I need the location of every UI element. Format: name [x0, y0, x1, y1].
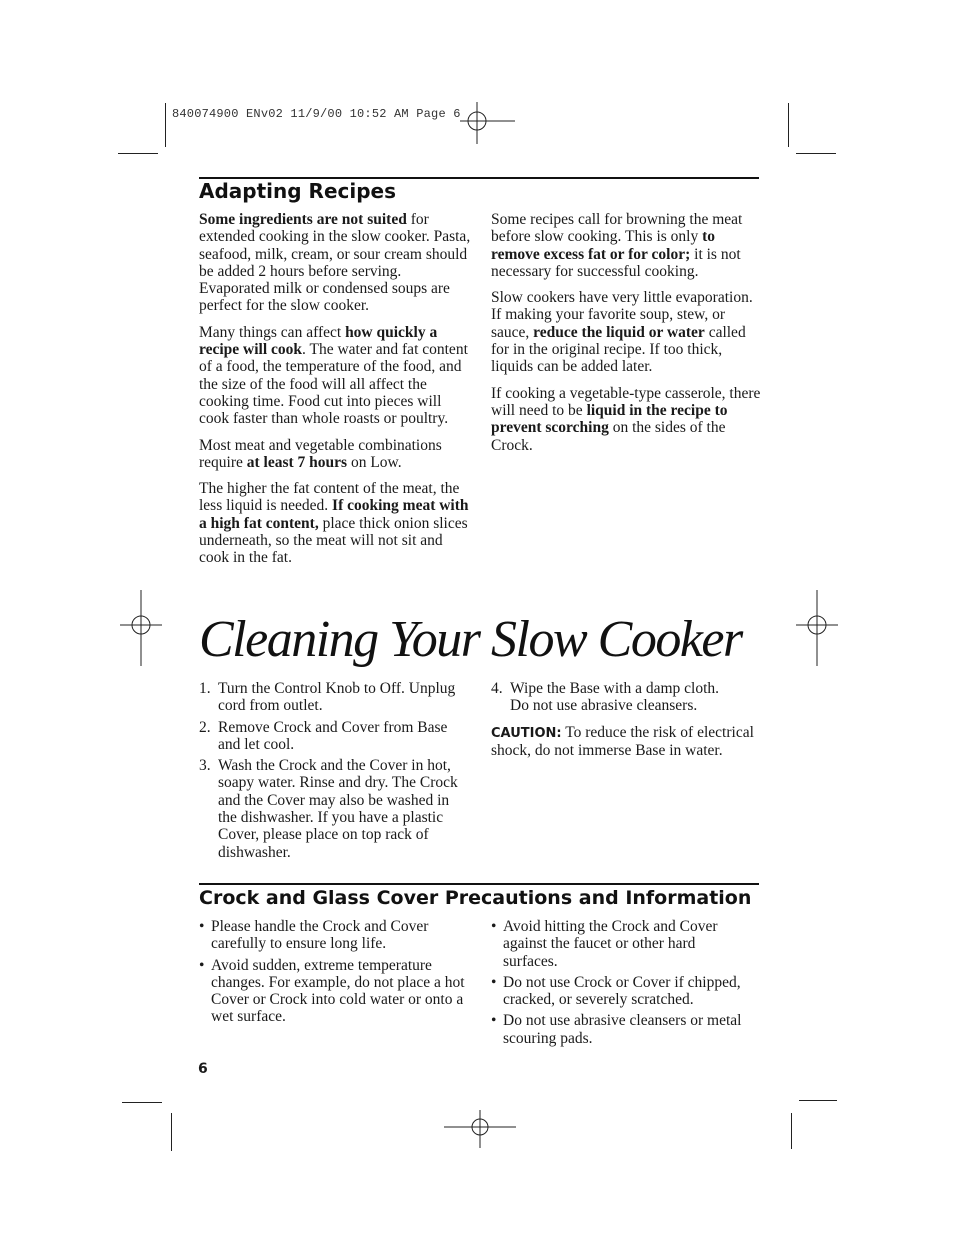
precautions-right-column — [491, 918, 763, 1051]
adapting-para-2: Many things can affect how quickly a recipe will cook. The water and fat content of a food, the temperature of the food, and the size of the food will all affect the cooking time. Food cut into pieces will cook faster than whole roasts or poultry. — [199, 323, 468, 428]
adapting-para-1: Some ingredients are not suited for extended cooking in the slow cooker. Pasta, seafood, milk, cream, or sour cream should be added 2 hours before serving. Evaporated milk or condensed soups are perfect for the slow cooker. — [199, 211, 471, 315]
crop-mark-top-right-horizontal — [796, 153, 836, 154]
adapting-left-column — [199, 211, 474, 576]
page-number: 6 — [198, 1061, 208, 1077]
precaution-item-1: • Please handle the Crock and Cover carefully to ensure long life. — [199, 918, 429, 953]
heading-adapting-recipes: Adapting Recipes — [199, 179, 397, 203]
cleaning-step-3: 3. Wash the Crock and the Cover in hot, soapy water. Rinse and dry. The Crock and the Cover may also be washed in the dishwasher. If you have a plastic Cover, please place on top rack of dishwasher. — [199, 757, 458, 861]
crop-mark-bottom-right-horizontal — [799, 1100, 837, 1101]
crop-mark-top-right-vertical — [788, 103, 789, 147]
precaution-item-5: • Do not use abrasive cleansers or metal scouring pads. — [491, 1012, 742, 1047]
registration-mark-right-icon — [794, 590, 840, 666]
caution-note: CAUTION: To reduce the risk of electrical shock, do not immerse Base in water. — [491, 723, 754, 759]
heading-precautions: Crock and Glass Cover Precautions and Information — [199, 887, 752, 909]
precaution-item-3: • Avoid hitting the Crock and Cover against the faucet or other hard surfaces. — [491, 918, 718, 970]
print-slug: 840074900 ENv02 11/9/00 10:52 AM Page 6 — [172, 107, 461, 121]
cleaning-left-column — [199, 680, 469, 865]
registration-mark-bottom-icon — [440, 1108, 520, 1150]
crop-mark-top-left-horizontal — [118, 153, 158, 154]
crop-mark-bottom-right-vertical — [791, 1113, 792, 1149]
crop-mark-bottom-left-horizontal — [122, 1102, 162, 1103]
precaution-item-4: • Do not use Crock or Cover if chipped, cracked, or severely scratched. — [491, 973, 741, 1009]
adapting-para-3: Most meat and vegetable combinations require at least 7 hours on Low. — [199, 436, 442, 471]
cleaning-step-4: 4. Wipe the Base with a damp cloth. Do not use abrasive cleansers. — [491, 680, 720, 715]
precaution-item-2: • Avoid sudden, extreme temperature changes. For example, do not place a hot Cover or Crock into cold water or onto a wet surface. — [199, 956, 465, 1026]
adapting-para-4: The higher the fat content of the meat, the less liquid is needed. If cooking meat with a high fat content, place thick onion slices underneath, so the meat will not sit and cook in the fat. — [199, 480, 469, 567]
title-cleaning-your-slow-cooker: Cleaning Your Slow Cooker — [199, 611, 742, 668]
adapting-para-6: Slow cookers have very little evaporation. If making your favorite soup, stew, or sauce, reduce the liquid or water called for in the original recipe. If too thick, liquids can be added later. — [491, 289, 753, 376]
precautions-left-column — [199, 918, 469, 1030]
adapting-para-7: If cooking a vegetable-type casserole, there will need to be liquid in the recipe to prevent scorching on the sides of the Crock. — [491, 384, 761, 454]
cleaning-step-1: 1. Turn the Control Knob to Off. Unplug cord from outlet. — [199, 680, 456, 715]
crop-mark-bottom-left-vertical — [171, 1113, 172, 1151]
registration-mark-left-icon — [118, 590, 164, 666]
crop-mark-top-left-vertical — [165, 103, 166, 147]
cleaning-step-2: 2. Remove Crock and Cover from Base and let cool. — [199, 718, 448, 753]
adapting-right-column — [491, 211, 763, 463]
cleaning-right-column — [491, 680, 763, 768]
adapting-para-5: Some recipes call for browning the meat before slow cooking. This is only to remove excess fat or for color; it is not necessary for successful cooking. — [491, 211, 743, 280]
